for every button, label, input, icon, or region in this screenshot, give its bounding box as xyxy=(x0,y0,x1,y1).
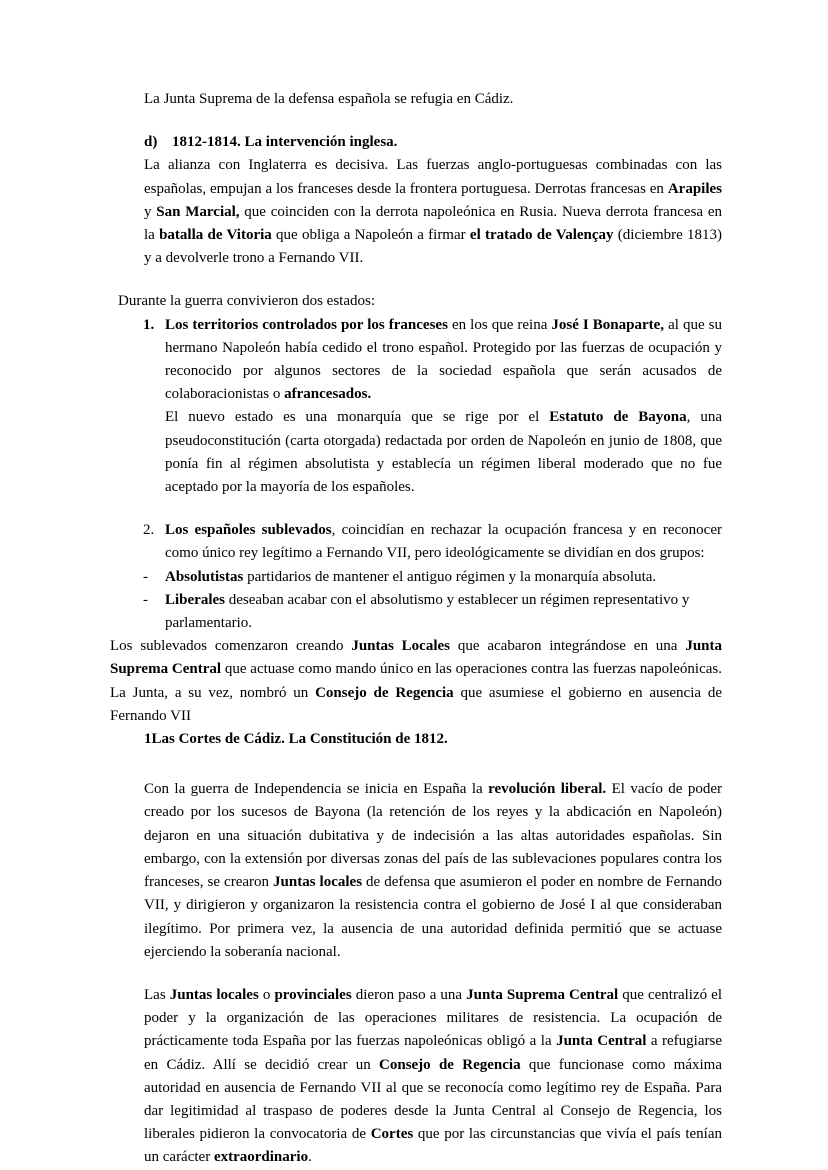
body-text: y xyxy=(144,203,157,220)
dash-marker: - xyxy=(143,568,148,585)
list-item xyxy=(143,519,722,565)
emphasis-text: Juntas locales xyxy=(273,874,363,891)
body-text: Las xyxy=(144,986,170,1003)
paragraph-durante-line: Durante la guerra convivieron dos estados: xyxy=(118,293,375,310)
emphasis-text: extraordinario xyxy=(213,1149,309,1166)
paragraph-cortes-1 xyxy=(144,778,722,964)
body-text: La alianza con Inglaterra es decisiva. Las fuerzas anglo-portuguesas combinadas con las españolas, empujan a los franceses desde la frontera portuguesa. Derrotas francesas en xyxy=(144,157,722,197)
list-item-marker: 1. xyxy=(143,316,155,333)
dash-item-text xyxy=(165,592,689,631)
paragraph-section-d-body xyxy=(144,154,722,270)
emphasis-text: Junta Central xyxy=(556,1033,647,1050)
emphasis-text: afrancesados. xyxy=(284,386,372,403)
emphasis-text: Juntas locales xyxy=(169,986,259,1003)
emphasis-text: Los territorios controlados por los franceses xyxy=(165,316,448,333)
paragraph-sublevados xyxy=(110,635,722,728)
body-text: dieron paso a una xyxy=(351,986,467,1003)
dash-item-text xyxy=(165,569,656,585)
paragraph-intro-line: La Junta Suprema de la defensa española se refugia en Cádiz. xyxy=(144,91,514,107)
dash-list-item xyxy=(143,589,722,635)
emphasis-text: Liberales xyxy=(165,591,225,608)
body-text: que funcionase como máxima autoridad en ausencia de Fernando VII al que se reconocía como legítimo rey de España. Para dar legitimidad al traspaso de poderes desde la Junta Central al Consejo de Regencia, los liberales pidieron la convocatoria de xyxy=(144,1056,722,1143)
emphasis-text: Cortes xyxy=(370,1126,414,1143)
list-item-marker: 2. xyxy=(143,522,155,539)
body-text: Con la guerra de Independencia se inicia en España la xyxy=(144,781,489,798)
document-body xyxy=(110,88,722,1170)
body-text: , una pseudoconstitución (carta otorgada) redactada por orden de Napoleón en junio de 1808, que ponía fin al régimen absolutista y establecía un régimen liberal moderado que no fue aceptado por la mayoría de los españoles. xyxy=(165,409,722,496)
emphasis-text: San Marcial, xyxy=(156,203,240,220)
emphasis-text: Consejo de Regencia xyxy=(379,1056,521,1073)
emphasis-text: Los españoles sublevados xyxy=(165,522,332,539)
body-text: (diciembre 1813) y a devolverle trono a Fernando VII. xyxy=(144,227,723,267)
body-text: Los sublevados comenzaron creando xyxy=(110,638,352,655)
body-text: en los que reina xyxy=(447,316,552,333)
body-text: o xyxy=(258,986,275,1003)
body-text: de defensa que asumieron el poder en nombre de Fernando VII, y dirigieron y organizaron la resistencia contra el gobierno de José I al que consideraban ilegítimo. Por primera vez, la ausencia de una autoridad definida permitió que se actuase ejerciendo la soberanía nacional. xyxy=(144,874,722,960)
states-list xyxy=(110,314,722,566)
body-text: que actuase como mando único en las operaciones contra las fuerzas napoleónicas. La Junta, a su vez, nombró un xyxy=(110,661,722,701)
dash-list-item xyxy=(143,566,722,589)
emphasis-text: Consejo de Regencia xyxy=(315,684,454,701)
subsection-heading-d xyxy=(144,131,722,154)
list-item-text xyxy=(165,317,722,403)
emphasis-text: provinciales xyxy=(274,986,352,1003)
emphasis-text: Junta Suprema Central xyxy=(110,638,722,678)
body-text: que coinciden con la derrota napoleónica en Rusia. Nueva derrota francesa en la xyxy=(144,203,722,244)
emphasis-text: batalla de Vitoria xyxy=(159,227,272,244)
paragraph-cortes-2 xyxy=(144,984,722,1170)
body-text: deseaban acabar con el absolutismo y establecer un régimen representativo y parlamentario. xyxy=(165,591,690,632)
body-text: El vacío de poder creado por los sucesos de Bayona (la retención de los reyes y la abdicación en Napoleón) dejaron en una situación dubitativa y de indecisión a las altas autoridades españolas. Sin embargo, con la extensión por diversas zonas del país de las sublevaciones populares contra los franceses, se crearon xyxy=(144,781,722,891)
body-text: a refugiarse en Cádiz. Allí se decidió crear un xyxy=(144,1033,722,1073)
emphasis-text: el tratado de Valençay xyxy=(469,227,614,244)
emphasis-text: José I Bonaparte, xyxy=(551,316,665,333)
body-text: , coincidían en rechazar la ocupación francesa y en reconocer como único rey legítimo a Fernando VII, pero ideológicamente se dividían en dos grupos: xyxy=(165,522,722,562)
list-item xyxy=(143,314,722,500)
subsection-marker-d: d) xyxy=(144,134,158,151)
emphasis-text: Juntas Locales xyxy=(351,638,450,655)
body-text: El nuevo estado es una monarquía que se rige por el xyxy=(165,409,550,426)
subsection-title-d: 1812-1814. La intervención inglesa. xyxy=(172,134,398,151)
emphasis-text: Junta Suprema Central xyxy=(466,986,619,1003)
emphasis-text: revolución liberal. xyxy=(488,781,607,798)
body-text: que acabaron integrándose en una xyxy=(450,638,686,655)
dash-marker: - xyxy=(143,591,148,608)
body-text: que asumiese el gobierno en ausencia de Fernando VII xyxy=(110,684,722,724)
emphasis-text: Absolutistas xyxy=(165,568,244,585)
body-text: al que su hermano Napoleón había cedido el trono español. Protegido por las fuerzas de ocupación y reconocido por algunos sectores de la sociedad española que serán acusados de colaboracionistas o xyxy=(165,316,722,403)
page-title: 1Las Cortes de Cádiz. La Constitución de 1812. xyxy=(144,731,448,748)
body-text: que obliga a Napoleón a firmar xyxy=(271,227,470,244)
body-text: . xyxy=(308,1149,312,1166)
emphasis-text: Arapiles xyxy=(667,180,722,197)
emphasis-text: Estatuto de Bayona xyxy=(549,409,687,426)
list-item-subparagraph xyxy=(165,406,722,499)
body-text: que centralizó el poder y la organización de las operaciones militares de resistencia. La ocupación de prácticamente toda España por las fuerzas napoleónicas obligó a la xyxy=(144,986,722,1050)
body-text: que por las circunstancias que vivía el país tenían un carácter xyxy=(144,1126,722,1166)
list-item-text xyxy=(165,522,722,561)
body-text: partidarios de mantener el antiguo régimen y la monarquía absoluta. xyxy=(243,568,657,585)
